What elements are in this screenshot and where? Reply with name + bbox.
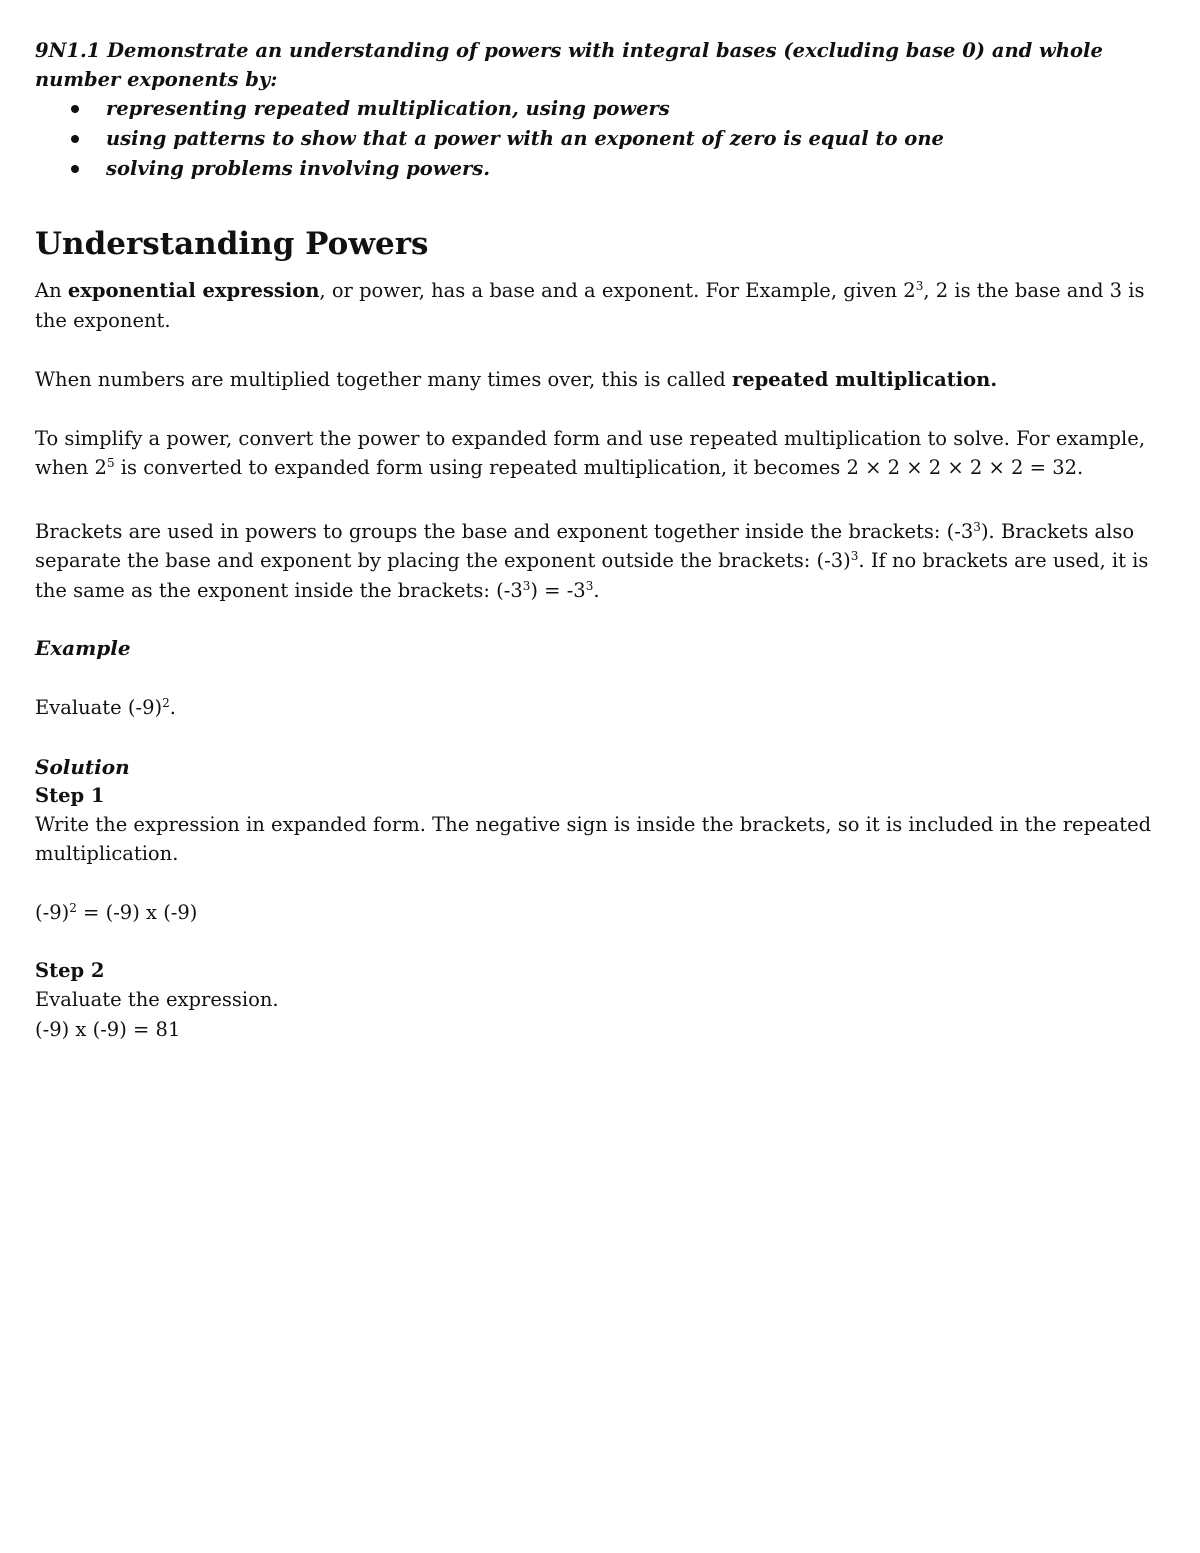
term-exponential-expression: exponential expression [67, 279, 320, 302]
superscript: 5 [106, 456, 115, 470]
superscript: 3 [850, 549, 859, 563]
superscript: 3 [522, 578, 531, 593]
text-run: . [169, 695, 176, 719]
bullet-icon [71, 165, 79, 173]
outcome-bullet-list [35, 94, 1170, 184]
term-repeated-multiplication: repeated multiplication. [731, 367, 998, 391]
text-run: ) = -3 [530, 578, 586, 602]
text-run: . [593, 578, 600, 602]
step-1-text: Write the expression in expanded form. The negative sign is inside the brackets, so it is included in the repeated multiplication. [35, 812, 1152, 865]
step-1-equation [35, 898, 1170, 928]
section-title: Understanding Powers [35, 226, 429, 262]
text-run: Brackets are used in powers to groups the base and exponent together inside the brackets: (-3 [35, 519, 974, 543]
document-page [35, 36, 1170, 1044]
text-run: An [35, 279, 68, 302]
step-2-equation: (-9) x (-9) = 81 [35, 1017, 181, 1041]
paragraph-simplify-power [35, 424, 1170, 483]
paragraph-repeated-multiplication [35, 365, 1170, 395]
step-1-label: Step 1 [35, 783, 105, 807]
solution-heading: Solution [35, 754, 130, 779]
superscript: 3 [915, 279, 924, 293]
step-2-text: Evaluate the expression. [35, 988, 279, 1011]
text-run: (-9) [35, 901, 70, 924]
outcome-bullet-text: representing repeated multiplication, using powers [106, 97, 670, 120]
outcome-bullet-text: solving problems involving powers. [106, 157, 491, 180]
superscript: 2 [162, 695, 170, 710]
text-run: When numbers are multiplied together many times over, this is called [35, 367, 732, 391]
spacer [35, 869, 1170, 899]
paragraph-brackets [35, 517, 1170, 606]
text-run: is converted to expanded form using repeated multiplication, it becomes 2 × 2 × 2 × 2 × 2 = 32. [114, 456, 1084, 479]
superscript: 3 [585, 578, 594, 593]
text-run: = (-9) x (-9) [76, 901, 198, 924]
outcome-heading: 9N1.1 Demonstrate an understanding of powers with integral bases (excluding base 0) and whole number exponents by: [35, 39, 1103, 91]
outcome-bullet-text: using patterns to show that a power with an exponent of zero is equal to one [106, 127, 944, 150]
paragraph-exponential-expression [35, 276, 1170, 335]
step-2-label: Step 2 [35, 959, 105, 982]
spacer [35, 394, 1170, 424]
superscript: 2 [69, 901, 77, 915]
superscript: 3 [973, 519, 981, 534]
spacer [35, 605, 1170, 633]
text-run: , or power, has a base and a exponent. For Example, given 2 [319, 279, 916, 302]
example-prompt [35, 693, 1170, 723]
text-run: ). Brackets also separate the base and exponent by placing the exponent outside the brackets: (-3) [35, 519, 1135, 572]
example-heading: Example [35, 636, 131, 660]
bullet-icon [71, 135, 79, 143]
text-run: , 2 is the base and 3 is the exponent. [35, 279, 1145, 332]
text-run: Evaluate (-9) [35, 695, 163, 719]
outcome-bullet-item [35, 94, 1170, 124]
spacer [35, 335, 1170, 365]
spacer [35, 722, 1170, 752]
bullet-icon [71, 105, 79, 113]
outcome-bullet-item [35, 154, 1170, 184]
outcome-bullet-item [35, 124, 1170, 154]
text-run: To simplify a power, convert the power to expanded form and use repeated multiplication to solve. For example, when 2 [35, 426, 1146, 479]
text-run: . If no brackets are used, it is the same as the exponent inside the brackets: (-3 [35, 549, 1149, 602]
spacer [35, 663, 1170, 693]
spacer [35, 483, 1170, 517]
spacer [35, 928, 1170, 958]
